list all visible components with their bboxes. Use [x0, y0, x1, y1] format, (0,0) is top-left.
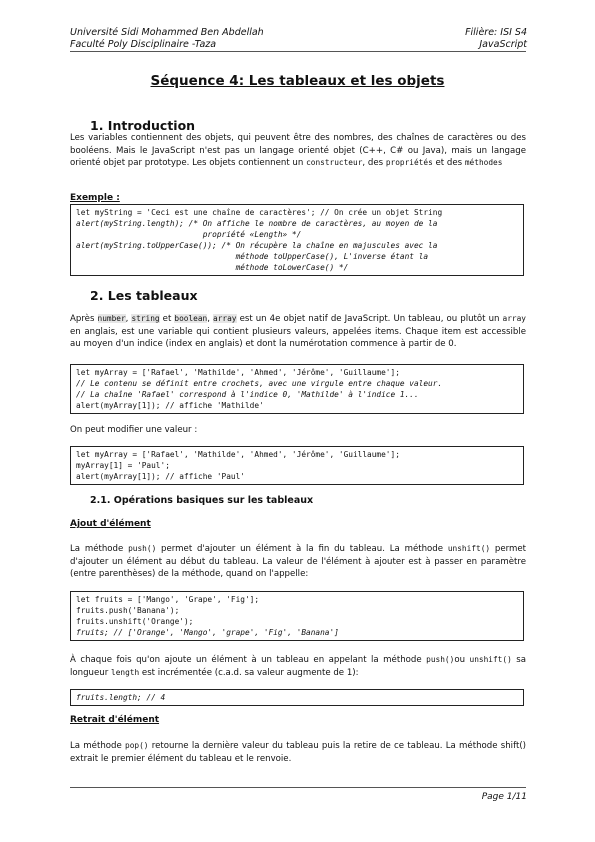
- text: et: [162, 314, 172, 324]
- subsection-heading-operations: 2.1. Opérations basiques sur les tableaux: [90, 495, 314, 506]
- term-methodes: méthodes: [464, 158, 503, 167]
- code-line: alert(myString.length); /* On affiche le nombre de caractères, au moyen de la: [76, 219, 438, 228]
- section-heading-introduction: 1. Introduction: [90, 118, 196, 133]
- method-push: push(): [128, 544, 157, 553]
- code-line: propriété «Length» */: [76, 230, 302, 239]
- section-heading-tableaux: 2. Les tableaux: [90, 288, 198, 303]
- code-block-string-example: [70, 204, 524, 276]
- method-push: push(): [426, 655, 455, 664]
- method-unshift: unshift(): [447, 544, 491, 553]
- filiere-label: Filière: ISI S4: [465, 27, 527, 38]
- text: est incrémentée (c.a.d. sa valeur augmente de 1):: [141, 667, 359, 678]
- university-name: Université Sidi Mohammed Ben Abdellah: [70, 27, 264, 38]
- text: ou: [454, 655, 466, 665]
- code-line: méthode toLowerCase() */: [76, 263, 349, 272]
- term-array: array: [502, 314, 526, 323]
- intro-text: Les variables contiennent des objets, qui peuvent être des nombres, des chaînes de caractères ou des booléens. Mais le JavaScript n'est pas un langage orienté objet (C++, C# ou Java), mais un langage orienté objet par prototype. Les objets contiennent un: [70, 133, 526, 168]
- text: À chaque fois qu'on ajoute un élément à un tableau en appelant la méthode: [70, 655, 422, 665]
- text: La méthode: [70, 544, 124, 554]
- header-left: [70, 27, 264, 50]
- code-line: let myArray = ['Rafael', 'Mathilde', 'Ahmed', 'Jérôme', 'Guillaume'];: [76, 368, 400, 377]
- term-proprietes: propriétés: [385, 158, 433, 167]
- text: permet d'ajouter un élément à la fin du tableau. La méthode: [161, 544, 444, 554]
- code-line: alert(myString.toUpperCase()); /* On récupère la chaîne en majuscules avec la: [76, 241, 438, 250]
- footer-divider: [70, 787, 526, 788]
- code-line: fruits.length; // 4: [76, 693, 166, 702]
- page-number: Page 1/11: [481, 792, 527, 802]
- intro-paragraph: [70, 132, 526, 170]
- method-unshift: unshift(): [469, 655, 512, 664]
- code-line: fruits.push('Banana');: [76, 606, 180, 615]
- arrays-intro-paragraph: Après number, string et boolean, array est un 4e objet natif de JavaScript. Un tableau, ou plutôt un array en anglais, est une variable qui contient plusieurs valeurs, appelées items. Chaque item est accessible au moyen d'un indice (index en anglais) et dont la numérotation commence à partir de 0.: [70, 314, 526, 349]
- retrait-label: Retrait d'élément: [70, 715, 160, 725]
- code-block-array-modify: [70, 446, 524, 485]
- example-label: Exemple :: [70, 193, 120, 203]
- text: retourne la dernière valeur du tableau puis la retire de ce tableau. La méthode shift() extrait le premier élément du tableau et le renvoie.: [70, 741, 527, 764]
- code-line: fruits; // ['Orange', 'Mango', 'grape', 'Fig', 'Banana']: [76, 628, 339, 637]
- text: est un 4e objet natif de JavaScript. Un tableau, ou plutôt un: [239, 314, 500, 324]
- ajout-label: Ajout d'élément: [70, 519, 151, 529]
- intro-text-b: , des: [362, 158, 384, 168]
- text: La méthode: [70, 741, 122, 751]
- term-length: length: [111, 667, 140, 677]
- code-line: alert(myArray[1]); // affiche 'Paul': [76, 472, 245, 481]
- text: sa longueur: [70, 655, 526, 678]
- code-block-array-definition: [70, 364, 524, 414]
- code-line: myArray[1] = 'Paul';: [76, 461, 170, 470]
- code-line: let fruits = ['Mango', 'Grape', 'Fig'];: [76, 595, 260, 604]
- code-line: fruits.unshift('Orange');: [76, 617, 194, 626]
- text: Après: [70, 314, 95, 324]
- code-block-length: [70, 689, 524, 706]
- code-block-fruits: [70, 591, 524, 641]
- header-right: [465, 27, 527, 50]
- method-pop: pop(): [125, 741, 149, 750]
- course-label: JavaScript: [479, 38, 527, 50]
- type-array: array: [213, 314, 237, 323]
- intro-text-c: et des: [435, 158, 463, 168]
- retrait-paragraph: [70, 740, 526, 765]
- faculty-name: Faculté Poly Disciplinaire -Taza: [70, 38, 217, 50]
- modify-label: On peut modifier une valeur :: [70, 425, 198, 435]
- code-line: let myString = 'Ceci est une chaîne de caractères'; // On crée un objet String: [76, 208, 443, 217]
- type-number: number: [97, 314, 126, 323]
- ajout-paragraph: [70, 543, 526, 581]
- code-line: let myArray = ['Rafael', 'Mathilde', 'Ahmed', 'Jérôme', 'Guillaume'];: [76, 450, 400, 459]
- text: ,: [125, 314, 129, 324]
- term-constructeur: constructeur: [306, 158, 363, 167]
- document-title: Séquence 4: Les tableaux et les objets: [150, 73, 445, 89]
- code-line: // La chaîne 'Rafael' correspond à l'indice 0, 'Mathilde' à l'indice 1...: [76, 390, 419, 399]
- header-divider: [70, 51, 526, 52]
- code-line: méthode toUpperCase(), L'inverse étant la: [76, 252, 429, 261]
- type-string: string: [131, 314, 160, 323]
- code-line: // Le contenu se définit entre crochets, avec une virgule entre chaque valeur.: [76, 379, 443, 388]
- length-paragraph: [70, 654, 526, 679]
- text: permet d'ajouter un élément au début du tableau. La valeur de l'élément à ajouter est à passer en paramètre (entre parenthèses) de la méthode, quand on l'appelle:: [70, 544, 527, 579]
- text: en anglais, est une variable qui contient plusieurs valeurs, appelées items. Chaque item est accessible au moyen d'un indice (index en anglais) et dont la numérotation commence à partir de 0.: [70, 326, 526, 349]
- type-boolean: boolean: [174, 314, 208, 323]
- code-line: alert(myArray[1]); // affiche 'Mathilde': [76, 401, 264, 410]
